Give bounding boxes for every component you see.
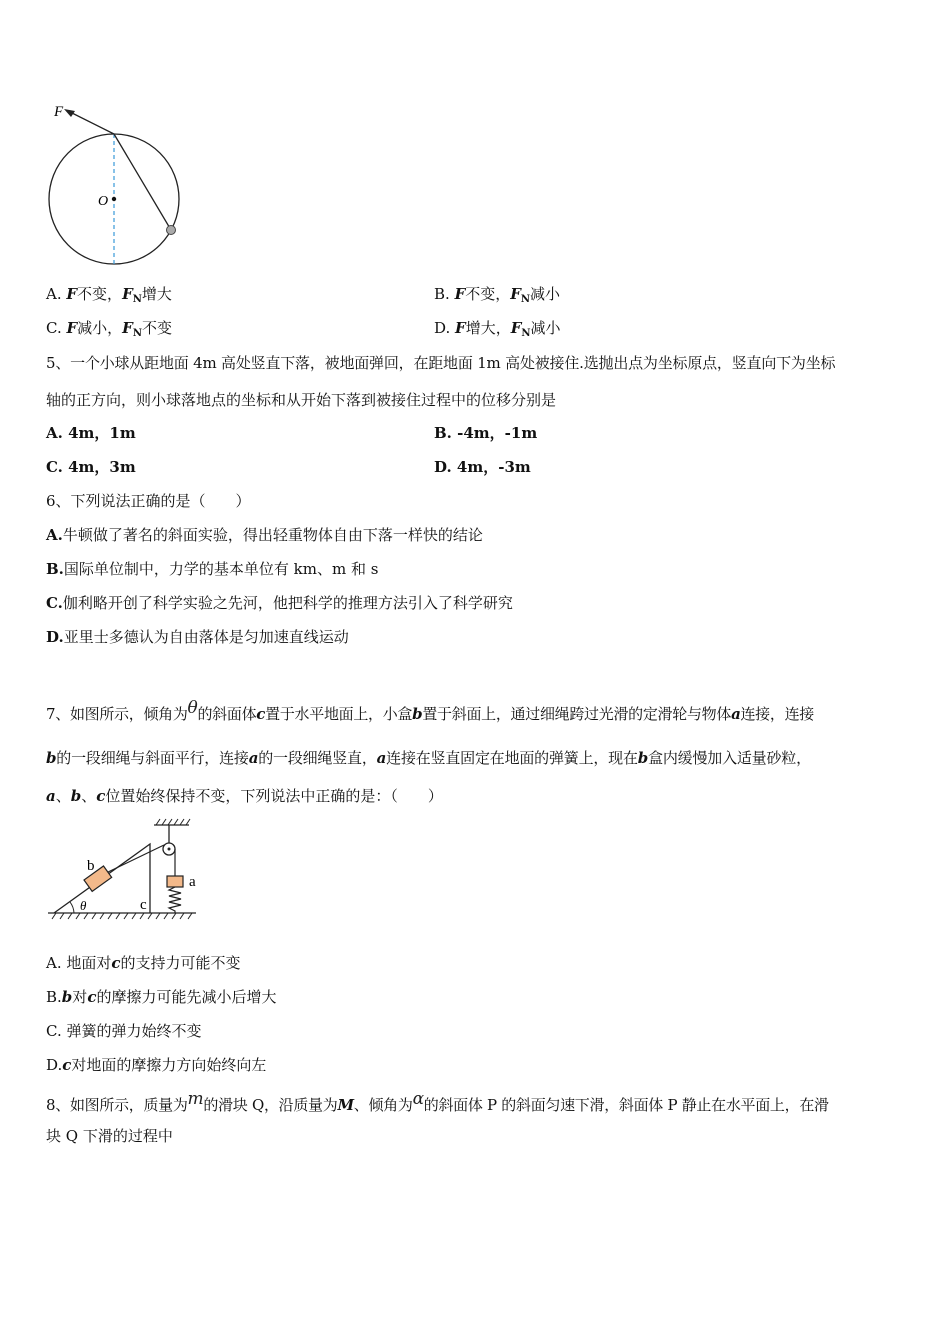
var: b [637, 749, 649, 767]
q7-stem-line3 [46, 786, 443, 806]
var: a [46, 787, 56, 805]
var: F [510, 285, 521, 303]
option-letter: C. [46, 594, 63, 612]
text: 的滑块 Q，沿质量为 [203, 1096, 338, 1114]
var: F [66, 319, 78, 337]
label-theta: θ [80, 898, 87, 913]
label-c: c [140, 897, 147, 913]
option-letter: C. [46, 319, 62, 337]
subscript: N [520, 294, 531, 305]
text: 、倾角为 [353, 1096, 413, 1114]
text: 减小 [530, 285, 561, 303]
var: a [376, 749, 387, 767]
q4-option-d [434, 318, 561, 344]
q6-stem: 6、下列说法正确的是（ ） [46, 492, 251, 510]
q7-option-a [46, 953, 241, 973]
text: B. [46, 988, 62, 1006]
var: b [70, 787, 82, 805]
text: 减小， [77, 319, 123, 337]
q5-option-b: B. -4m，-1m [434, 424, 538, 442]
q5-option-c: C. 4m，3m [46, 458, 136, 476]
circle-force-diagram [40, 96, 200, 276]
theta-symbol: θ [187, 698, 198, 718]
text: 的支持力可能不变 [120, 954, 241, 972]
var: F [122, 319, 133, 337]
force-arrowhead [64, 109, 75, 117]
text: 不变， [77, 285, 123, 303]
option-letter: B. [46, 560, 64, 578]
q6-option-a [46, 525, 483, 545]
subscript: N [521, 328, 531, 339]
option-letter: D. [46, 628, 64, 646]
q8-stem-line2: 块 Q 下滑的过程中 [46, 1127, 173, 1145]
spring [169, 887, 181, 913]
text: 对地面的摩擦力方向始终向左 [71, 1056, 267, 1074]
ground-hatch [52, 913, 192, 919]
pulley-axle [168, 848, 171, 851]
force-label: F [54, 104, 64, 120]
text: 减小 [530, 319, 561, 337]
text: 置于斜面上，通过细绳跨过光滑的定滑轮与物体 [422, 705, 732, 723]
text: 连接，连接 [740, 705, 814, 723]
text: A. 地面对 [46, 954, 112, 972]
label-a: a [189, 874, 196, 890]
q6-option-c [46, 593, 513, 613]
var: a [731, 705, 741, 723]
text: 盒内缓慢加入适量砂粒， [648, 749, 811, 767]
m-symbol: m [187, 1089, 204, 1109]
var: c [87, 988, 97, 1006]
text: 增大 [141, 285, 172, 303]
subscript: N [132, 328, 142, 339]
block-a [167, 876, 183, 887]
text: 、 [81, 787, 97, 805]
var: F [454, 285, 466, 303]
option-letter: A. [46, 526, 63, 544]
var: b [46, 749, 57, 767]
q7-option-c: C. 弹簧的弹力始终不变 [46, 1022, 202, 1040]
subscript: N [132, 294, 142, 305]
force-arrow [68, 111, 114, 134]
var: c [96, 787, 106, 805]
text: 连接在竖直固定在地面的弹簧上，现在 [386, 749, 638, 767]
text: 的斜面体 [197, 705, 257, 723]
text: 8、如图所示，质量为 [46, 1096, 188, 1114]
ceiling-hatch [156, 819, 190, 825]
var: F [122, 285, 133, 303]
option-letter: A. [46, 285, 62, 303]
text: 的斜面体 P 的斜面匀速下滑，斜面体 P 静止在水平面上，在滑 [423, 1096, 829, 1114]
text: 7、如图所示，倾角为 [46, 705, 188, 723]
rope-incline [106, 845, 164, 873]
text: 不变 [141, 319, 172, 337]
q7-option-d [46, 1055, 266, 1075]
option-text: 伽利略开创了科学实验之先河，他把科学的推理方法引入了科学研究 [62, 594, 513, 612]
option-text: 亚里士多德认为自由落体是匀加速直线运动 [63, 628, 349, 646]
q4-option-a [46, 284, 172, 310]
var: F [66, 285, 78, 303]
text: 的一段细绳竖直， [258, 749, 377, 767]
text: 的摩擦力可能先减小后增大 [96, 988, 277, 1006]
q5-option-a: A. 4m，1m [46, 424, 136, 442]
var: F [455, 319, 466, 337]
q7-stem-line1 [46, 698, 814, 724]
text: 不变， [465, 285, 511, 303]
var: c [111, 954, 121, 972]
ball [167, 226, 176, 235]
incline-pulley-spring-diagram [44, 816, 214, 926]
var: F [510, 319, 522, 337]
angle-arc [70, 902, 74, 913]
text: 增大， [465, 319, 511, 337]
q8-stem-line1 [46, 1089, 829, 1115]
q6-option-b [46, 559, 378, 579]
label-b: b [87, 858, 95, 874]
text: 对 [72, 988, 88, 1006]
text: 的一段细绳与斜面平行，连接 [56, 749, 249, 767]
center-dot [112, 197, 116, 201]
var: b [412, 705, 423, 723]
q7-option-b [46, 987, 276, 1007]
text: 、 [55, 787, 71, 805]
center-label: O [98, 194, 109, 209]
q5-stem-line1: 5、一个小球从距地面 4m 高处竖直下落，被地面弹回，在距地面 1m 高处被接住.选抛出点为坐标原点，竖直向下为坐标 [46, 354, 836, 372]
var: c [256, 705, 266, 723]
q7-stem-line2 [46, 748, 811, 768]
text: 置于水平地面上，小盒 [265, 705, 413, 723]
rope-line [114, 134, 171, 230]
option-text: 国际单位制中，力学的基本单位有 km、m 和 s [63, 560, 379, 578]
var: b [61, 988, 73, 1006]
option-letter: B. [434, 285, 450, 303]
var: a [248, 749, 259, 767]
option-text: 牛顿做了著名的斜面实验，得出轻重物体自由下落一样快的结论 [62, 526, 483, 544]
var: M [337, 1096, 354, 1114]
text: D. [46, 1056, 63, 1074]
var: c [62, 1056, 72, 1074]
text: 位置始终保持不变，下列说法中正确的是：（ ） [105, 787, 443, 805]
q5-stem-line2: 轴的正方向，则小球落地点的坐标和从开始下落到被接住过程中的位移分别是 [46, 391, 557, 409]
option-letter: D. [434, 319, 451, 337]
q5-option-d: D. 4m，-3m [434, 458, 531, 476]
q4-option-b [434, 284, 560, 310]
q6-option-d [46, 627, 349, 647]
alpha-symbol: α [412, 1089, 424, 1109]
q4-option-c [46, 318, 172, 344]
